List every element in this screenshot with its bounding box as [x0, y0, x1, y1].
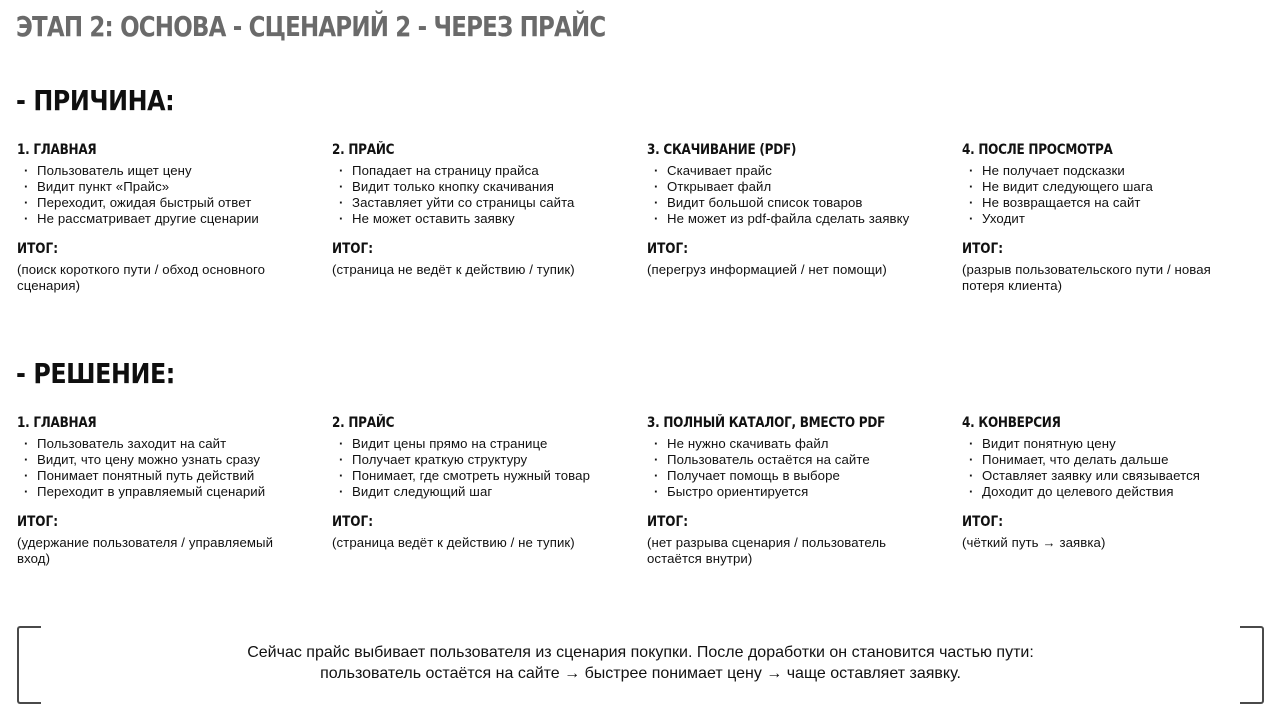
list-item: · Видит, что цену можно узнать сразу [17, 452, 322, 468]
itog-label: ИТОГ: [332, 514, 374, 530]
cause-column-after-view [962, 141, 1277, 294]
list-item: · Переходит, ожидая быстрый ответ [17, 195, 322, 211]
column-list [647, 436, 952, 500]
column-list [647, 163, 952, 227]
summary-line-1: Сейчас прайс выбивает пользователя из сценария покупки. После доработки он становится частью пути: [247, 644, 1034, 661]
solution-grid [17, 414, 1277, 567]
summary-line-2: пользователь остаётся на сайте → быстрее понимает цену → чаще оставляет заявку. [320, 665, 961, 682]
cause-heading: - ПРИЧИНА: [16, 84, 175, 117]
list-item: · Не может оставить заявку [332, 211, 637, 227]
itog-label: ИТОГ: [332, 241, 374, 257]
list-item: · Уходит [962, 211, 1267, 227]
list-item: · Видит понятную цену [962, 436, 1267, 452]
itog-label: ИТОГ: [17, 241, 59, 257]
column-title: 2. ПРАЙС [332, 415, 395, 431]
column-title: 2. ПРАЙС [332, 142, 395, 158]
cause-column-price [332, 141, 647, 294]
itog-text: (страница не ведёт к действию / тупик) [332, 262, 575, 277]
itog-label: ИТОГ: [647, 241, 689, 257]
list-item: · Видит большой список товаров [647, 195, 952, 211]
solution-column-catalog [647, 414, 962, 567]
cause-column-main [17, 141, 332, 294]
list-item: · Не получает подсказки [962, 163, 1267, 179]
itog-text: (страница ведёт к действию / не тупик) [332, 535, 575, 550]
solution-column-main [17, 414, 332, 567]
summary-box [17, 626, 1264, 702]
column-list [17, 163, 322, 227]
itog-label: ИТОГ: [647, 514, 689, 530]
list-item: · Пользователь остаётся на сайте [647, 452, 952, 468]
cause-grid [17, 141, 1277, 294]
list-item: · Быстро ориентируется [647, 484, 952, 500]
list-item: · Попадает на страницу прайса [332, 163, 637, 179]
itog-text: (нет разрыва сценария / пользователь остаётся внутри) [647, 535, 887, 566]
column-list [332, 163, 637, 227]
column-title: 4. КОНВЕРСИЯ [962, 415, 1061, 431]
itog-text: (перегруз информацией / нет помощи) [647, 262, 887, 277]
list-item: · Получает помощь в выборе [647, 468, 952, 484]
left-bracket-decoration [17, 626, 41, 704]
column-list [332, 436, 637, 500]
solution-column-conversion [962, 414, 1277, 567]
itog-text: (разрыв пользовательского пути / новая потеря клиента) [962, 262, 1211, 293]
column-title: 4. ПОСЛЕ ПРОСМОТРА [962, 142, 1113, 158]
column-list [962, 436, 1267, 500]
itog-label: ИТОГ: [17, 514, 59, 530]
itog-text: (удержание пользователя / управляемый вход) [17, 535, 274, 566]
list-item: · Не может из pdf-файла сделать заявку [647, 211, 952, 227]
column-list [962, 163, 1267, 227]
solution-heading: - РЕШЕНИЕ: [16, 357, 175, 390]
list-item: · Переходит в управляемый сценарий [17, 484, 322, 500]
summary-text [47, 642, 1234, 684]
list-item: · Заставляет уйти со страницы сайта [332, 195, 637, 211]
column-list [17, 436, 322, 500]
itog-label: ИТОГ: [962, 241, 1004, 257]
list-item: · Не возвращается на сайт [962, 195, 1267, 211]
list-item: · Оставляет заявку или связывается [962, 468, 1267, 484]
page-title: ЭТАП 2: ОСНОВА - СЦЕНАРИЙ 2 - ЧЕРЕЗ ПРАЙС [16, 10, 606, 43]
list-item: · Открывает файл [647, 179, 952, 195]
itog-label: ИТОГ: [962, 514, 1004, 530]
list-item: · Не рассматривает другие сценарии [17, 211, 322, 227]
list-item: · Понимает понятный путь действий [17, 468, 322, 484]
cause-column-download [647, 141, 962, 294]
right-bracket-decoration [1240, 626, 1264, 704]
list-item: · Получает краткую структуру [332, 452, 637, 468]
list-item: · Доходит до целевого действия [962, 484, 1267, 500]
itog-text: (чёткий путь → заявка) [962, 535, 1106, 550]
list-item: · Видит пункт «Прайс» [17, 179, 322, 195]
itog-text: (поиск короткого пути / обход основного сценария) [17, 262, 266, 293]
solution-column-price [332, 414, 647, 567]
column-title: 1. ГЛАВНАЯ [17, 142, 97, 158]
list-item: · Видит следующий шаг [332, 484, 637, 500]
list-item: · Понимает, где смотреть нужный товар [332, 468, 637, 484]
list-item: · Понимает, что делать дальше [962, 452, 1267, 468]
list-item: · Видит только кнопку скачивания [332, 179, 637, 195]
list-item: · Не видит следующего шага [962, 179, 1267, 195]
list-item: · Не нужно скачивать файл [647, 436, 952, 452]
column-title: 3. СКАЧИВАНИЕ (PDF) [647, 142, 797, 158]
list-item: · Пользователь ищет цену [17, 163, 322, 179]
list-item: · Скачивает прайс [647, 163, 952, 179]
list-item: · Видит цены прямо на странице [332, 436, 637, 452]
column-title: 1. ГЛАВНАЯ [17, 415, 97, 431]
column-title: 3. ПОЛНЫЙ КАТАЛОГ, ВМЕСТО PDF [647, 415, 886, 431]
list-item: · Пользователь заходит на сайт [17, 436, 322, 452]
